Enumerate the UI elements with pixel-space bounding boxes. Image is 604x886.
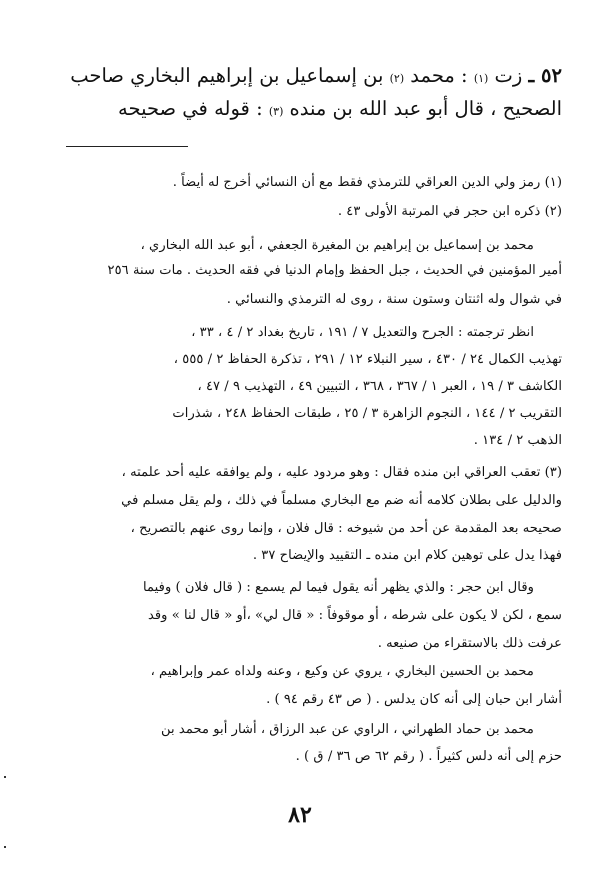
scan-speck [4, 846, 6, 848]
heading-text: زت [488, 64, 523, 87]
footnote-3-line: محمد بن الحسين البخاري ، يروي عن وكيع ، وعنه ولداه عمر وإبراهيم ، [150, 664, 534, 680]
scan-speck [4, 776, 6, 778]
heading-text: : قوله في صحيحه [118, 97, 269, 120]
footnote-2-sources-line: تهذيب الكمال ٢٤ / ٤٣٠ ، سير النبلاء ١٢ / ٢٩١ ، تذكرة الحفاظ ٢ / ٥٥٥ ، [173, 352, 562, 368]
footnote-3-line: وقال ابن حجر : والذي يظهر أنه يقول فيما لم يسمع : ( قال فلان ) وفيما [143, 580, 534, 596]
entry-heading-line-2 [22, 99, 562, 119]
heading-text: بن إسماعيل بن إبراهيم البخاري صاحب [70, 64, 390, 87]
footnote-3-line: حزم إلى أنه دلس كثيراً . ( رقم ٦٢ ص ٣٦ / ق ) . [295, 749, 562, 765]
footnote-ref-1: (١) [473, 72, 489, 85]
footnote-3-line: صحيحه بعد المقدمة عن أحد من شيوخه : قال فلان ، وإنما روى عنهم بالتصريح ، [130, 521, 562, 537]
heading-text: الصحيح ، قال أبو عبد الله بن منده [283, 97, 562, 120]
footnote-3-line: محمد بن حماد الطهراني ، الراوي عن عبد الرزاق ، أشار أبو محمد بن [161, 722, 534, 738]
footnote-ref-2: (٢) [389, 72, 405, 85]
footnote-2-sources-line: التقريب ٢ / ١٤٤ ، النجوم الزاهرة ٣ / ٢٥ ، طبقات الحفاظ ٢٤٨ ، شذرات [172, 406, 562, 422]
footnote-2-sources-line: الذهب ٢ / ١٣٤ . [473, 433, 562, 449]
footnote-2-line: (٢) ذكره ابن حجر في المرتبة الأولى ٤٣ . [337, 204, 562, 220]
footnote-2-sources-line: انظر ترجمته : الجرح والتعديل ٧ / ١٩١ ، تاريخ بغداد ٢ / ٤ ، ٣٣ ، [191, 325, 534, 341]
footnote-3-line: فهذا يدل على توهين كلام ابن منده ـ التقييد والإيضاح ٣٧ . [252, 548, 562, 564]
entry-heading-line-1 [22, 66, 562, 86]
footnote-ref-3: (٣) [268, 105, 284, 118]
footnote-2-bio-line: محمد بن إسماعيل بن إبراهيم بن المغيرة الجعفي ، أبو عبد الله البخاري ، [140, 238, 534, 254]
footnote-3-line: عرفت ذلك بالاستقراء من صنيعه . [377, 636, 562, 652]
page-number: ٨٢ [288, 802, 312, 828]
heading-text: : محمد [404, 64, 474, 87]
footnote-3-line: (٣) تعقب العراقي ابن منده فقال : وهو مردود عليه ، ولم يوافقه عليه أحد علمته ، [121, 465, 562, 481]
footnote-separator [66, 146, 188, 147]
footnote-1-line: (١) رمز ولي الدين العراقي للترمذي فقط مع أن النسائي أخرج له أيضاً . [172, 175, 562, 191]
footnote-3-line: والدليل على بطلان كلامه أنه ضم مع البخاري مسلماً في ذلك ، ولم يقل مسلم في [121, 493, 562, 509]
footnote-2-bio-line: في شوال وله اثنتان وستون سنة ، روى له الترمذي والنسائي . [226, 292, 562, 308]
footnote-3-line: سمع ، لكن لا يكون على شرطه ، أو موقوفاً : « قال لي» ،أو « قال لنا » وقد [147, 608, 562, 624]
footnote-2-bio-line: أمير المؤمنين في الحديث ، جبل الحفظ وإمام الدنيا في فقه الحديث . مات سنة ٢٥٦ [107, 263, 562, 279]
footnote-3-line: أشار ابن حبان إلى أنه كان يدلس . ( ص ٤٣ رقم ٩٤ ) . [266, 692, 562, 708]
entry-number: ٥٢ ـ [528, 64, 562, 87]
footnote-2-sources-line: الكاشف ٣ / ١٩ ، العبر ١ / ٣٦٧ ، ٣٦٨ ، التبيين ٤٩ ، التهذيب ٩ / ٤٧ ، [197, 379, 562, 395]
